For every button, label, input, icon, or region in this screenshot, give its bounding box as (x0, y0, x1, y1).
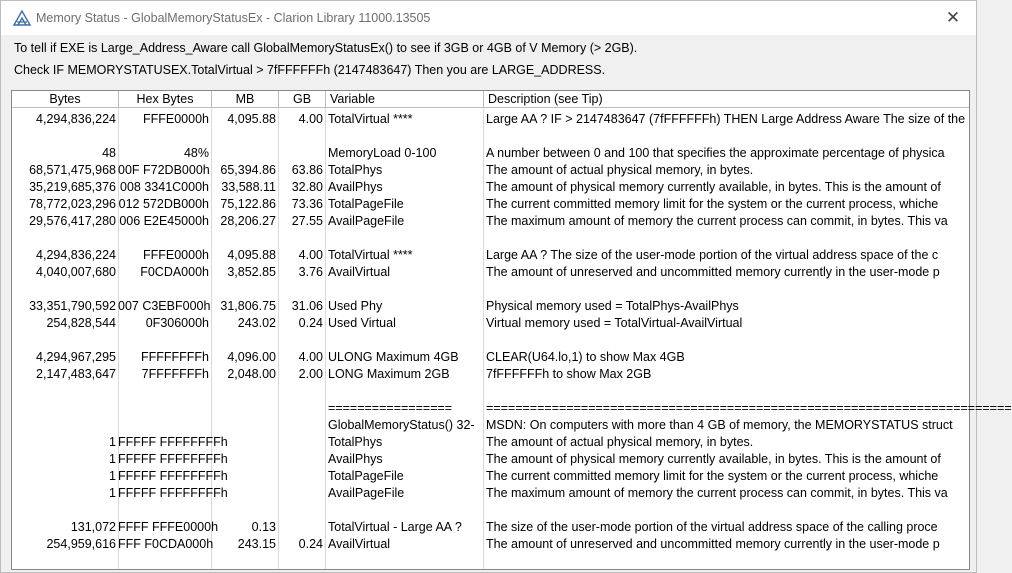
cell-hex-bytes (118, 383, 211, 400)
cell-description: CLEAR(U64.lo,1) to show Max 4GB (486, 350, 685, 364)
cell-hex-bytes (118, 128, 211, 145)
cell-mb (211, 281, 278, 298)
cell-mb: 3,852.85 (227, 265, 276, 279)
cell-mb: 28,206.27 (220, 214, 276, 228)
cell-mb (211, 383, 278, 400)
title-bar (1, 1, 976, 35)
list-rows (12, 111, 1012, 553)
cell-bytes (12, 400, 118, 417)
cell-variable (325, 128, 483, 145)
cell-gb: 4.00 (298, 112, 323, 126)
cell-gb: 3.76 (298, 265, 323, 279)
cell-variable: TotalPageFile (328, 469, 404, 483)
cell-description: The amount of physical memory currently available, in bytes. This is the amount of (486, 452, 941, 466)
cell-bytes: 1 (109, 469, 116, 483)
cell-gb (278, 145, 325, 162)
cell-variable: AvailVirtual (328, 265, 391, 279)
table-row[interactable] (12, 264, 969, 281)
cell-variable: AvailPhys (328, 180, 383, 194)
cell-hex-bytes: FFFF FFFE0000h (118, 520, 219, 534)
cell-description: The amount of unreserved and uncommitted memory currently in the user-mode p (486, 537, 940, 551)
cell-variable: AvailVirtual (328, 537, 391, 551)
table-row[interactable] (12, 196, 969, 213)
table-row[interactable] (12, 145, 969, 162)
cell-mb (211, 128, 278, 145)
column-header-hex-bytes[interactable]: Hex Bytes (119, 91, 212, 108)
cell-description: The amount of physical memory currently available, in bytes. This is the amount of (486, 180, 941, 194)
cell-variable: Used Virtual (328, 316, 396, 330)
cell-description: MSDN: On computers with more than 4 GB of memory, the MEMORYSTATUS struct (486, 418, 953, 432)
cell-description: A number between 0 and 100 that specifies the approximate percentage of physica (486, 146, 945, 160)
column-header-description[interactable]: Description (see Tip) (484, 91, 969, 108)
cell-bytes: 4,294,836,224 (36, 112, 116, 126)
table-row[interactable] (12, 536, 969, 553)
cell-gb (278, 400, 325, 417)
cell-bytes: 4,040,007,680 (36, 265, 116, 279)
cell-bytes: 33,351,790,592 (29, 299, 116, 313)
cell-description: The amount of actual physical memory, in bytes. (486, 163, 754, 177)
cell-gb (278, 434, 325, 451)
cell-gb (278, 451, 325, 468)
cell-gb (278, 519, 325, 536)
cell-variable: AvailPageFile (328, 486, 405, 500)
cell-gb: 4.00 (298, 248, 323, 262)
cell-mb (211, 502, 278, 519)
column-header-variable[interactable]: Variable (326, 91, 484, 108)
table-row[interactable] (12, 298, 969, 315)
cell-variable: ================= (328, 401, 453, 415)
cell-hex-bytes: 006 E2E45000h (119, 214, 209, 228)
cell-hex-bytes: FFFFF FFFFFFFFh (118, 486, 228, 500)
cell-gb (278, 502, 325, 519)
info-line-1: To tell if EXE is Large_Address_Aware call GlobalMemoryStatusEx() to see if 3GB or 4GB of V Memory (> 2GB). (14, 41, 638, 55)
cell-variable: TotalPageFile (328, 197, 404, 211)
cell-variable: LONG Maximum 2GB (328, 367, 450, 381)
cell-mb (211, 434, 278, 451)
cell-gb (278, 281, 325, 298)
cell-hex-bytes: 00F F72DB000h (118, 163, 210, 177)
cell-variable: MemoryLoad 0-100 (328, 146, 437, 160)
table-row[interactable] (12, 468, 969, 485)
cell-mb: 4,095.88 (227, 248, 276, 262)
cell-hex-bytes (118, 417, 211, 434)
cell-hex-bytes: FFFFF FFFFFFFFh (118, 435, 228, 449)
table-row[interactable] (12, 128, 969, 145)
cell-hex-bytes: 48% (183, 146, 209, 160)
cell-gb (278, 468, 325, 485)
cell-description: 7fFFFFFFh to show Max 2GB (486, 367, 652, 381)
table-row[interactable] (12, 111, 969, 128)
cell-description: The amount of unreserved and uncommitted memory currently in the user-mode p (486, 265, 940, 279)
info-line-2: Check IF MEMORYSTATUSEX.TotalVirtual > 7fFFFFFFh (2147483647) Then you are LARGE_ADDRESS. (14, 63, 606, 77)
cell-gb: 4.00 (298, 350, 323, 364)
cell-bytes: 4,294,967,295 (36, 350, 116, 364)
cell-bytes: 48 (102, 146, 116, 160)
cell-description: ======================================================================== (486, 401, 1012, 415)
cell-hex-bytes: FFFE0000h (142, 248, 209, 262)
cell-variable (325, 332, 483, 349)
cell-gb: 2.00 (298, 367, 323, 381)
table-row[interactable] (12, 213, 969, 230)
cell-gb: 0.24 (298, 537, 323, 551)
cell-mb: 75,122.86 (220, 197, 276, 211)
cell-hex-bytes: 007 C3EBF000h (118, 299, 211, 313)
cell-bytes (12, 332, 118, 349)
cell-gb (278, 383, 325, 400)
cell-mb: 4,096.00 (227, 350, 276, 364)
cell-gb: 31.06 (291, 299, 323, 313)
cell-gb (278, 230, 325, 247)
cell-description (483, 128, 969, 145)
cell-variable (325, 502, 483, 519)
table-row[interactable] (12, 332, 969, 349)
cell-mb (211, 230, 278, 247)
cell-gb (278, 128, 325, 145)
cell-mb: 33,588.11 (221, 180, 276, 194)
column-header-gb[interactable]: GB (279, 91, 326, 108)
cell-variable: TotalVirtual **** (328, 248, 413, 262)
cell-description (483, 502, 969, 519)
close-button[interactable]: ✕ (945, 8, 961, 27)
cell-hex-bytes (118, 502, 211, 519)
cell-mb: 243.02 (237, 316, 276, 330)
cell-hex-bytes (118, 332, 211, 349)
cell-bytes (12, 281, 118, 298)
cell-bytes (12, 417, 118, 434)
table-row[interactable] (12, 315, 969, 332)
cell-description: The current committed memory limit for the system or the current process, whiche (486, 197, 939, 211)
cell-hex-bytes (118, 281, 211, 298)
cell-gb: 63.86 (291, 163, 323, 177)
cell-description: The maximum amount of memory the current process can commit, in bytes. This va (486, 214, 948, 228)
cell-bytes: 254,828,544 (46, 316, 116, 330)
cell-description (483, 230, 969, 247)
cell-mb (211, 400, 278, 417)
cell-hex-bytes: 008 3341C000h (120, 180, 209, 194)
window-title: Memory Status - GlobalMemoryStatusEx - Clarion Library 11000.13505 (36, 11, 431, 25)
column-header-mb[interactable]: MB (212, 91, 279, 108)
cell-variable: Used Phy (328, 299, 383, 313)
cell-mb: 4,095.88 (227, 112, 276, 126)
cell-hex-bytes: FFFE0000h (142, 112, 209, 126)
cell-bytes: 1 (109, 435, 116, 449)
memory-status-list[interactable] (11, 90, 1012, 570)
cell-bytes (12, 128, 118, 145)
clarion-app-icon (13, 10, 31, 26)
list-header (12, 91, 969, 110)
cell-mb (211, 468, 278, 485)
table-row[interactable] (12, 162, 969, 179)
cell-gb (278, 332, 325, 349)
cell-mb: 2,048.00 (227, 367, 276, 381)
cell-gb: 27.55 (291, 214, 323, 228)
cell-hex-bytes: FFFFF FFFFFFFFh (118, 469, 228, 483)
table-row[interactable] (12, 434, 969, 451)
cell-hex-bytes: 7FFFFFFFh (141, 367, 209, 381)
cell-variable (325, 230, 483, 247)
table-row[interactable] (12, 502, 969, 519)
table-row[interactable] (12, 400, 1012, 417)
cell-description: The amount of actual physical memory, in bytes. (486, 435, 754, 449)
cell-bytes: 131,072 (70, 520, 116, 534)
cell-bytes (12, 230, 118, 247)
cell-gb: 32.80 (291, 180, 323, 194)
table-row[interactable] (12, 230, 969, 247)
cell-variable (325, 383, 483, 400)
cell-gb (278, 417, 325, 434)
cell-gb: 0.24 (298, 316, 323, 330)
cell-bytes: 35,219,685,376 (29, 180, 116, 194)
cell-variable: GlobalMemoryStatus() 32- (328, 418, 475, 432)
table-row[interactable] (12, 349, 969, 366)
cell-hex-bytes (118, 400, 211, 417)
table-row[interactable] (12, 179, 969, 196)
cell-bytes (12, 383, 118, 400)
table-row[interactable] (12, 451, 969, 468)
cell-variable: TotalVirtual **** (328, 112, 413, 126)
cell-gb: 73.36 (291, 197, 323, 211)
cell-bytes: 29,576,417,280 (29, 214, 116, 228)
table-row[interactable] (12, 485, 969, 502)
cell-mb (211, 485, 278, 502)
column-header-bytes[interactable]: Bytes (12, 91, 119, 108)
cell-mb (211, 332, 278, 349)
cell-variable: AvailPageFile (328, 214, 405, 228)
cell-description: Physical memory used = TotalPhys-AvailPhys (486, 299, 739, 313)
table-row[interactable] (12, 383, 969, 400)
table-row[interactable] (12, 247, 969, 264)
cell-bytes: 1 (109, 486, 116, 500)
cell-description: Large AA ? The size of the user-mode portion of the virtual address space of the c (486, 248, 939, 262)
cell-variable: TotalPhys (328, 163, 383, 177)
cell-bytes: 2,147,483,647 (36, 367, 116, 381)
cell-hex-bytes: FFF F0CDA000h (118, 537, 214, 551)
cell-description: The maximum amount of memory the current process can commit, in bytes. This va (486, 486, 948, 500)
cell-mb (211, 145, 278, 162)
cell-variable: TotalPhys (328, 435, 383, 449)
cell-description: Virtual memory used = TotalVirtual-AvailVirtual (486, 316, 743, 330)
cell-bytes: 4,294,836,224 (36, 248, 116, 262)
cell-mb (211, 451, 278, 468)
cell-mb: 65,394.86 (220, 163, 276, 177)
cell-description (483, 383, 969, 400)
cell-description (483, 281, 969, 298)
table-row[interactable] (12, 519, 969, 536)
cell-mb: 243.15 (237, 537, 276, 551)
cell-bytes: 254,959,616 (46, 537, 116, 551)
cell-bytes: 68,571,475,968 (29, 163, 116, 177)
cell-hex-bytes: F0CDA000h (140, 265, 209, 279)
cell-description: The size of the user-mode portion of the virtual address space of the calling proce (486, 520, 938, 534)
cell-gb (278, 485, 325, 502)
table-row[interactable] (12, 366, 969, 383)
cell-mb: 31,806.75 (220, 299, 276, 313)
cell-description (483, 332, 969, 349)
cell-description: Large AA ? IF > 2147483647 (7fFFFFFFh) THEN Large Address Aware The size of the (486, 112, 966, 126)
cell-variable: ULONG Maximum 4GB (328, 350, 459, 364)
cell-hex-bytes (118, 230, 211, 247)
cell-description: The current committed memory limit for the system or the current process, whiche (486, 469, 939, 483)
table-row[interactable] (12, 417, 969, 434)
cell-variable (325, 281, 483, 298)
cell-hex-bytes: FFFFF FFFFFFFFh (118, 452, 228, 466)
cell-bytes (12, 502, 118, 519)
cell-mb (211, 417, 278, 434)
cell-hex-bytes: FFFFFFFFh (140, 350, 209, 364)
cell-hex-bytes: 012 572DB000h (118, 197, 209, 211)
cell-variable: TotalVirtual - Large AA ? (328, 520, 462, 534)
cell-bytes: 1 (109, 452, 116, 466)
table-row[interactable] (12, 281, 969, 298)
cell-hex-bytes: 0F306000h (145, 316, 209, 330)
cell-mb: 0.13 (251, 520, 276, 534)
cell-bytes: 78,772,023,296 (29, 197, 116, 211)
cell-variable: AvailPhys (328, 452, 383, 466)
